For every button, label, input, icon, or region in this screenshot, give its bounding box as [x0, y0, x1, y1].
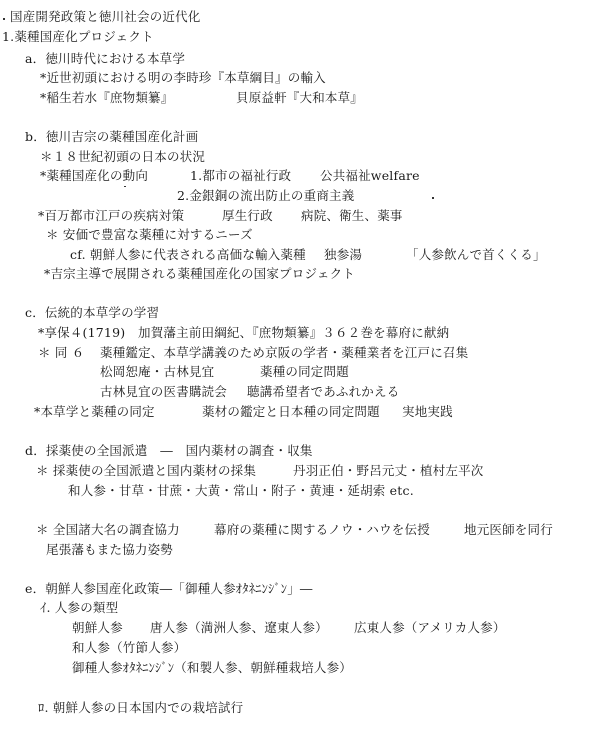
text-segment: 薬種鑑定、本草学講義のため京阪の学者・薬種業者を江戸に召集 — [100, 345, 469, 360]
text-segment: 公共福祉welfare — [320, 168, 420, 183]
text-segment: 厚生行政 — [222, 208, 273, 223]
document-title: 国産開発政策と徳川社会の近代化 — [10, 9, 201, 24]
text-segment: 広東人参（アメリカ人参） — [354, 620, 506, 635]
text-segment: 丹羽正伯・野呂元丈・植村左平次 — [293, 463, 484, 478]
subsection-a-heading: a．徳川時代における本草学 — [25, 51, 186, 66]
text-segment: 古林見宜の医書購読会 — [100, 384, 228, 399]
text-segment: 独参湯 — [324, 247, 363, 262]
text-line: *近世初頭における明の李時珍『本草綱目』の輸入 — [40, 70, 326, 85]
subsection-e-heading: e．朝鮮人参国産化政策―「御種人参ｵﾀﾈﾆﾝｼﾞﾝ」― — [25, 581, 313, 596]
text-segment: 実地実践 — [402, 404, 453, 419]
text-segment: 「人参飲んで首くくる」 — [406, 247, 546, 262]
text-segment: *百万都市江戸の疾病対策 — [38, 208, 185, 223]
scan-speck — [3, 18, 5, 20]
subsection-b-heading: b．徳川吉宗の薬種国産化計画 — [25, 129, 199, 144]
text-line: ＊ 安価で豊富な薬種に対するニーズ — [46, 227, 253, 242]
text-segment: 薬材の鑑定と日本種の同定問題 — [202, 404, 380, 419]
text-line: 2.金銀銅の流出防止の重商主義 — [177, 188, 355, 203]
list-label: ｲ. 人参の類型 — [40, 600, 119, 615]
text-line: 和人参（竹節人参） — [72, 640, 187, 655]
text-line: ＊１８世紀初頭の日本の状況 — [40, 149, 206, 164]
section-heading: 1.薬種国産化プロジェクト — [2, 29, 154, 44]
text-segment: 幕府の薬種に関するノウ・ハウを伝授 — [214, 522, 430, 537]
text-segment: *稲生若水『庶物類纂』 — [40, 90, 174, 105]
text-segment: ＊ 採薬使の全国派遣と国内薬材の採集 — [36, 463, 257, 478]
text-segment: *薬種国産化の動向 — [40, 168, 149, 183]
text-segment: 松岡恕庵・古林見宜 — [100, 364, 215, 379]
text-line: *享保４(1719) 加賀藩主前田綱紀、『庶物類纂』３６２巻を幕府に献納 — [38, 325, 450, 340]
text-line: 尾張藩もまた協力姿勢 — [46, 542, 174, 557]
text-segment: *本草学と薬種の同定 — [34, 404, 155, 419]
text-segment: 地元医師を同行 — [464, 522, 553, 537]
text-line: 和人参・甘草・甘蔗・大黄・常山・附子・黄連・延胡索 etc. — [68, 483, 414, 498]
text-segment: cf. 朝鮮人参に代表される高価な輸入薬種 — [70, 247, 306, 262]
text-segment: 貝原益軒『大和本草』 — [236, 90, 364, 105]
subsection-c-heading: c．伝統的本草学の学習 — [25, 305, 160, 320]
scan-speck — [124, 186, 126, 187]
subsection-d-heading: d．採薬使の全国派遣 ― 国内薬材の調査・収集 — [25, 443, 313, 458]
scan-speck — [432, 197, 434, 199]
text-segment: 薬種の同定問題 — [260, 364, 349, 379]
text-segment: 1.都市の福祉行政 — [190, 168, 292, 183]
text-segment: 朝鮮人参 — [72, 620, 123, 635]
text-segment: 唐人参（満洲人参、遼東人参） — [150, 620, 328, 635]
text-segment: ＊ 全国諸大名の調査協力 — [36, 522, 180, 537]
list-label: ﾛ. 朝鮮人参の日本国内での栽培試行 — [38, 700, 244, 715]
text-segment: 聴講希望者であふれかえる — [247, 384, 400, 399]
text-line: *吉宗主導で展開される薬種国産化の国家プロジェクト — [44, 266, 356, 281]
text-segment: ＊ 同 ６ — [38, 345, 85, 360]
text-segment: 病院、衛生、薬事 — [301, 208, 403, 223]
text-line: 御種人参ｵﾀﾈﾆﾝｼﾞﾝ（和製人参、朝鮮種栽培人参） — [72, 660, 353, 675]
